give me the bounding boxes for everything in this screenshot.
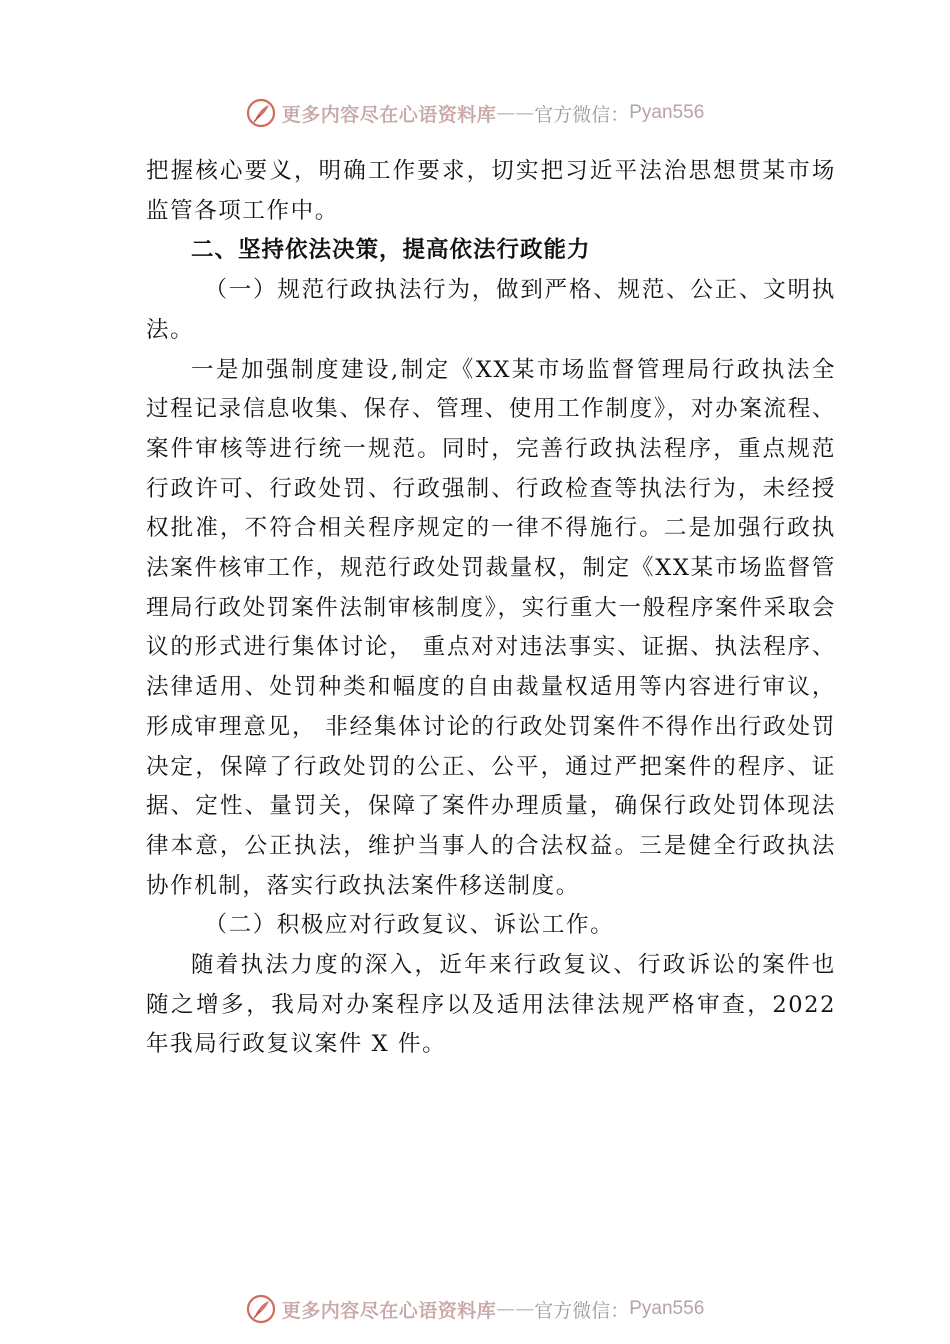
section-heading: 二、坚持依法决策，提高依法行政能力 — [191, 237, 591, 264]
header-watermark — [0, 96, 950, 130]
watermark-wechat-id: Pyan556 — [629, 1298, 705, 1319]
watermark-dash: —— — [496, 1298, 535, 1320]
watermark-dash: —— — [496, 102, 535, 124]
intro-paragraph: 把握核心要义，明确工作要求，切实把习近平法治思想贯某市场监管各项工作中。 — [146, 158, 836, 224]
subsection-heading-1: （一）规范行政执法行为，做到严格、规范、公正、文明执法。 — [146, 277, 836, 343]
feather-pen-logo-icon — [246, 98, 276, 128]
document-body — [146, 152, 836, 1065]
subsection-heading-2: （二）积极应对行政复议、诉讼工作。 — [204, 912, 615, 939]
watermark-brand: 更多内容尽在心语资料库 — [281, 103, 497, 126]
watermark-wechat-id: Pyan556 — [629, 102, 705, 123]
feather-pen-logo-icon — [246, 1294, 276, 1324]
body-paragraph-1: 一是加强制度建设,制定《XX某市场监督管理局行政执法全过程记录信息收集、保存、管理、使用工作制度》，对办案流程、案件审核等进行统一规范。同时，完善行政执法程序，重点规范行政许可、行政处罚、行政强制、行政检查等执法行为，未经授权批准，不符合相关程序规定的一律不得施行。二是加强行政执法案件核审工作，规范行政处罚裁量权，制定《XX某市场监督管理局行政处罚案件法制审核制度》，实行重大一般程序案件采取会议的形式进行集体讨论， 重点对对违法事实、证据、执法程序、法律适用、处罚种类和幅度的自由裁量权适用等内容进行审议，形成审理意见， 非经集体讨论的行政处罚案件不得作出行政处罚决定，保障了行政处罚的公正、公平，通过严把案件的程序、证据、定性、量罚关，保障了案件办理质量，确保行政处罚体现法律本意，公正执法，维护当事人的合法权益。三是健全行政执法协作机制，落实行政执法案件移送制度。 — [146, 356, 836, 899]
watermark-label: 官方微信： — [534, 1299, 630, 1322]
footer-watermark — [0, 1292, 950, 1326]
watermark-brand: 更多内容尽在心语资料库 — [281, 1299, 497, 1322]
body-paragraph-2: 随着执法力度的深入，近年来行政复议、行政诉讼的案件也随之增多，我局对办案程序以及适用法律法规严格审查，2022 年我局行政复议案件 X 件。 — [146, 952, 836, 1058]
watermark-label: 官方微信： — [534, 103, 630, 126]
